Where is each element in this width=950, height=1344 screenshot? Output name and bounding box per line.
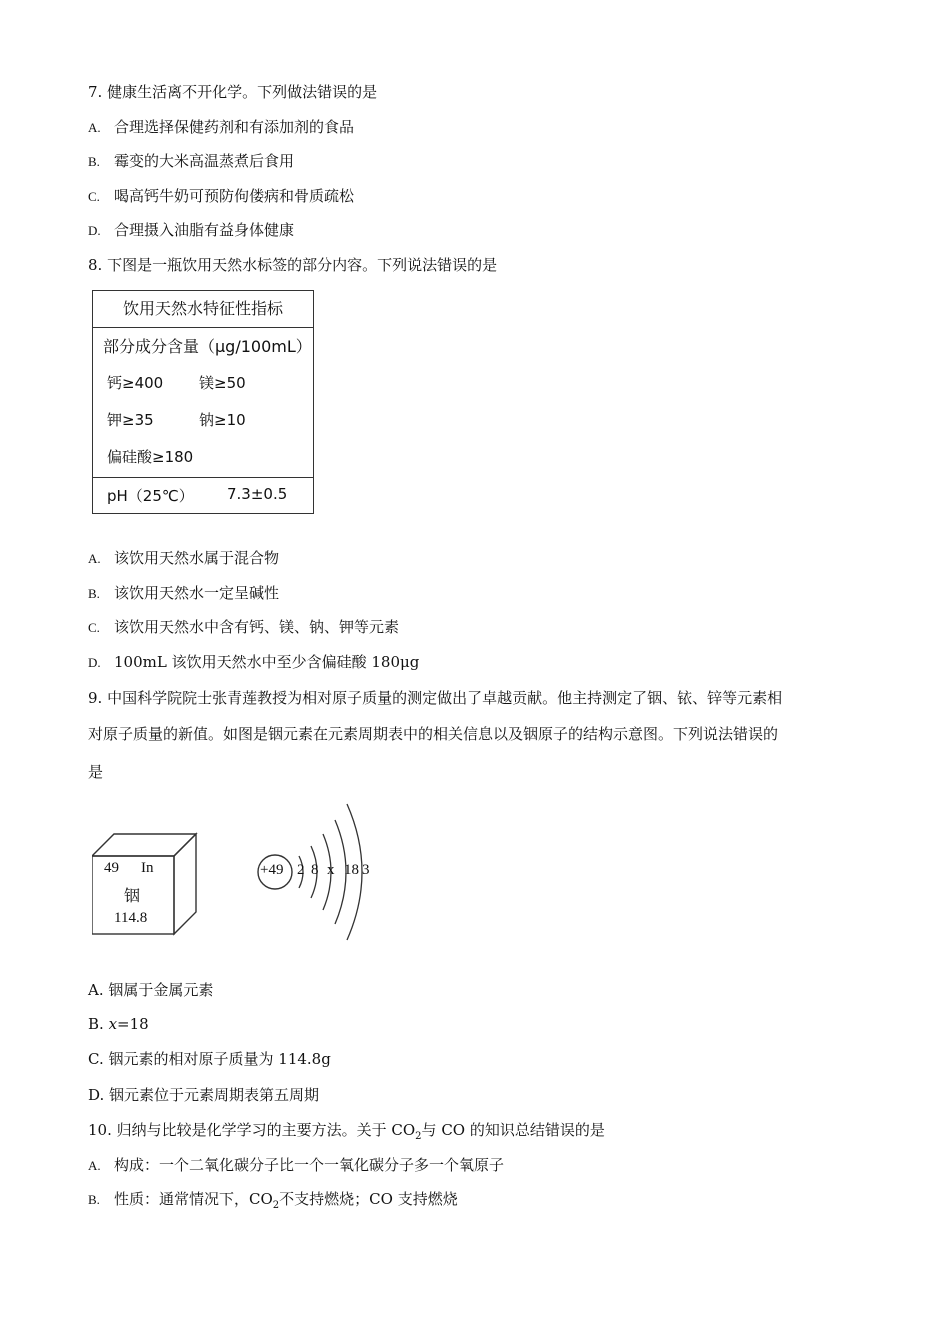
option-subscript: 2 xyxy=(272,1200,280,1211)
option-text: 铟属于金属元素 xyxy=(108,981,214,999)
option-text-part1: 性质：通常情况下，CO xyxy=(114,1190,273,1208)
indium-element-cell xyxy=(92,832,200,942)
q9-stem-line1: 9. 中国科学院院士张青莲教授为相对原子质量的测定做出了卓越贡献。他主持测定了铟、铱、锌等元素相 xyxy=(88,689,783,707)
q7-option-b xyxy=(88,151,294,172)
element-name: 铟 xyxy=(124,886,141,905)
option-text: 合理摄入油脂有益身体健康 xyxy=(114,221,295,239)
q8-option-d xyxy=(88,652,419,673)
option-letter: D. xyxy=(88,223,101,238)
option-text: 100mL 该饮用天然水中至少含偏硅酸 180μg xyxy=(114,653,420,671)
option-text: 构成：一个二氧化碳分子比一个一氧化碳分子多一个氧原子 xyxy=(114,1156,505,1174)
ph-label: pH（25℃） xyxy=(107,487,194,505)
option-letter: A. xyxy=(88,981,104,999)
option-letter: C. xyxy=(88,189,100,204)
q8-stem: 8. 下图是一瓶饮用天然水标签的部分内容。下列说法错误的是 xyxy=(88,256,498,274)
option-text: 霉变的大米高温蒸煮后食用 xyxy=(114,152,295,170)
shell-4-electrons: 18 xyxy=(344,862,359,878)
water-label-title: 饮用天然水特征性指标 xyxy=(93,291,313,328)
water-label-subtitle: 部分成分含量（μg/100mL） xyxy=(103,337,312,356)
option-text: 合理选择保健药剂和有添加剂的食品 xyxy=(114,118,355,136)
q9-stem-line2: 对原子质量的新值。如图是铟元素在元素周期表中的相关信息以及铟原子的结构示意图。下列说法错误的 xyxy=(88,725,779,743)
element-symbol: In xyxy=(141,860,154,876)
nucleus-charge: +49 xyxy=(260,862,284,878)
calcium-value: 钙≥400 xyxy=(107,374,164,392)
water-label-table xyxy=(92,290,314,514)
ph-row xyxy=(93,477,313,514)
option-letter: C. xyxy=(88,620,100,635)
shell-2-electrons: 8 xyxy=(311,862,319,878)
option-letter: A. xyxy=(88,120,101,135)
q9-option-b xyxy=(88,1014,149,1034)
sodium-value: 钠≥10 xyxy=(199,411,246,429)
potassium-value: 钾≥35 xyxy=(107,411,154,429)
q9-stem-line3: 是 xyxy=(88,763,104,781)
option-text: 该饮用天然水一定呈碱性 xyxy=(114,584,280,602)
atomic-mass: 114.8 xyxy=(114,910,148,926)
q10-option-b xyxy=(88,1189,458,1216)
q7-option-d xyxy=(88,220,294,241)
q10-stem xyxy=(88,1120,605,1147)
option-letter: B. xyxy=(88,154,100,169)
silicic-acid-value: 偏硅酸≥180 xyxy=(107,448,194,466)
option-text: 铟元素位于元素周期表第五周期 xyxy=(109,1086,320,1104)
option-letter: A. xyxy=(88,1158,101,1173)
option-text: =18 xyxy=(117,1015,149,1033)
q10-option-a xyxy=(88,1155,504,1176)
q8-option-a xyxy=(88,548,279,569)
option-letter: A. xyxy=(88,551,101,566)
atomic-number: 49 xyxy=(104,860,119,876)
shell-1-electrons: 2 xyxy=(297,862,305,878)
shell-3-electrons: x xyxy=(327,862,335,878)
q7-stem: 7. 健康生活离不开化学。下列做法错误的是 xyxy=(88,83,378,101)
option-text: 该饮用天然水中含有钙、镁、钠、钾等元素 xyxy=(114,618,400,636)
ph-value: 7.3±0.5 xyxy=(227,485,288,503)
shell-5-electrons: 3 xyxy=(362,862,370,878)
q7-option-c xyxy=(88,186,354,207)
q9-option-a xyxy=(88,980,213,1000)
q10-stem-part1: 10. 归纳与比较是化学学习的主要方法。关于 CO xyxy=(88,1121,416,1139)
option-letter: D. xyxy=(88,1086,105,1104)
option-letter: B. xyxy=(88,586,100,601)
q9-option-d xyxy=(88,1085,319,1105)
option-text: 该饮用天然水属于混合物 xyxy=(114,549,280,567)
option-letter: D. xyxy=(88,655,101,670)
option-text-part2: 不支持燃烧；CO 支持燃烧 xyxy=(279,1190,458,1208)
option-variable: x xyxy=(108,1015,118,1033)
option-letter: B. xyxy=(88,1015,104,1033)
option-letter: C. xyxy=(88,1050,104,1068)
magnesium-value: 镁≥50 xyxy=(199,374,246,392)
q10-stem-subscript: 2 xyxy=(415,1131,422,1142)
q10-stem-part2: 与 CO 的知识总结错误的是 xyxy=(421,1121,605,1139)
q8-option-c xyxy=(88,617,399,638)
indium-atom-structure xyxy=(255,796,385,946)
q7-option-a xyxy=(88,117,354,138)
option-text: 喝高钙牛奶可预防佝偻病和骨质疏松 xyxy=(114,187,355,205)
option-text: 铟元素的相对原子质量为 114.8g xyxy=(108,1050,331,1068)
q9-option-c xyxy=(88,1049,331,1069)
q8-option-b xyxy=(88,583,279,604)
option-letter: B. xyxy=(88,1192,100,1207)
